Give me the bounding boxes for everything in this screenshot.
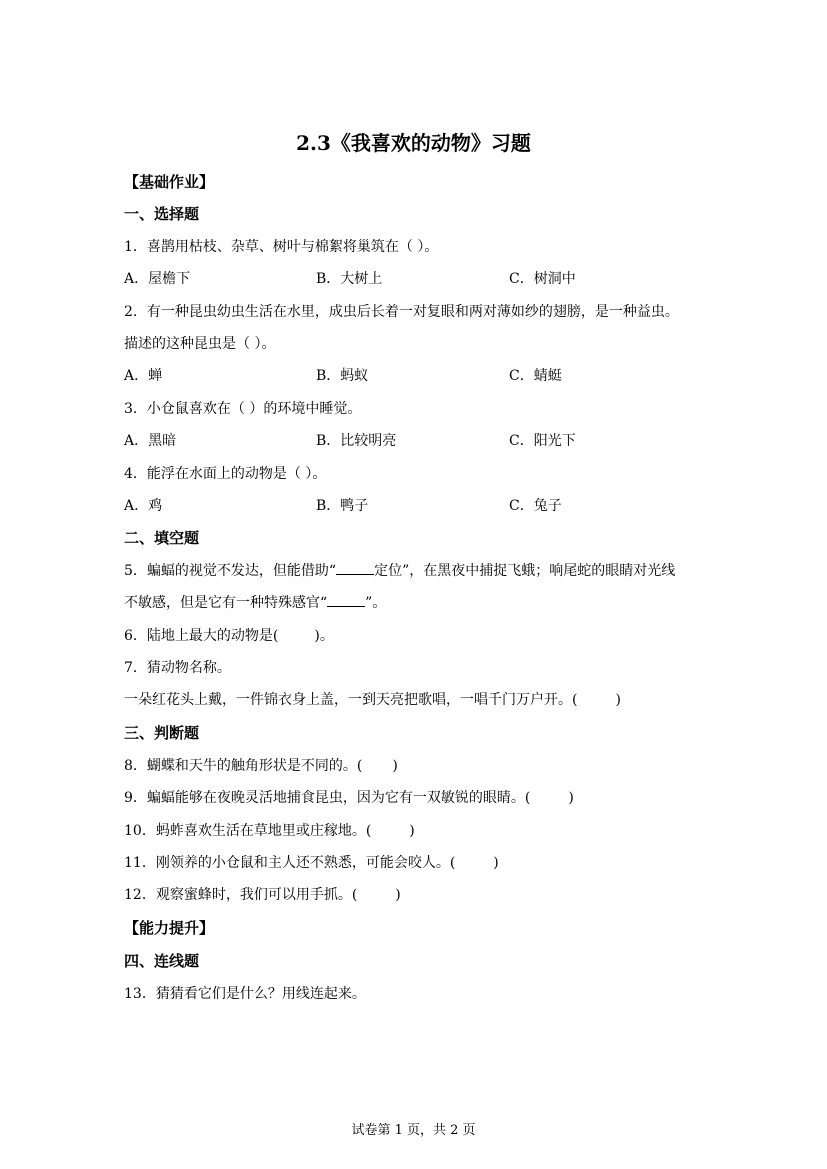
- q12-close: ): [395, 887, 401, 903]
- q2-option-a: A．蝉: [124, 368, 163, 384]
- q9-text: 9．蝙蝠能够在夜晚灵活地捕食昆虫，因为它有一双敏锐的眼睛。(: [124, 790, 531, 806]
- question-12: [124, 886, 401, 904]
- q3-option-a: A．黑暗: [124, 433, 177, 449]
- question-4: 4．能浮在水面上的动物是（ ）。: [124, 466, 327, 482]
- q11-text: 11．刚领养的小仓鼠和主人还不熟悉，可能会咬人。(: [124, 855, 456, 871]
- section-fill-blank: 二、填空题: [124, 529, 200, 547]
- q10-text: 10．蚂蚱喜欢生活在草地里或庄稼地。(: [124, 823, 372, 839]
- section-judge: 三、判断题: [124, 724, 200, 742]
- q8-close: ): [392, 758, 398, 774]
- question-10: [124, 822, 415, 840]
- question-2-line2: 描述的这种昆虫是（ ）。: [124, 336, 276, 352]
- question-6: [124, 627, 334, 645]
- q7-riddle-text: 一朵红花头上戴，一件锦衣身上盖，一到天亮把歌唱，一唱千门万户开。(: [124, 692, 578, 708]
- question-1: 1．喜鹊用枯枝、杂草、树叶与棉絮将巢筑在（ ）。: [124, 239, 439, 255]
- q1-option-b: B．大树上: [316, 271, 383, 287]
- question-2-line1: 2．有一种昆虫幼虫生活在水里，成虫后长着一对复眼和两对薄如纱的翅膀，是一种益虫。: [124, 304, 679, 320]
- q4-option-b: B．鸭子: [316, 498, 369, 514]
- q2-option-c: C．蜻蜓: [509, 368, 562, 384]
- q7-riddle-close: ): [615, 692, 621, 708]
- q6-text-a: 6．陆地上最大的动物是(: [124, 628, 279, 644]
- question-3: 3．小仓鼠喜欢在（ ）的环境中睡觉。: [124, 401, 362, 417]
- question-8: [124, 757, 398, 775]
- page-footer: 试卷第 1 页，共 2 页: [351, 1123, 476, 1138]
- question-7-riddle: [124, 691, 621, 709]
- question-5-line1: [124, 562, 675, 580]
- q4-option-a: A．鸡: [124, 498, 163, 514]
- q1-option-a: A．屋檐下: [124, 271, 191, 287]
- q5-text-c: 不敏感，但是它有一种特殊感官“: [124, 595, 328, 611]
- q2-option-b: B．蚂蚁: [316, 368, 369, 384]
- q5-text-d: ”。: [365, 595, 387, 611]
- q9-close: ): [568, 790, 574, 806]
- question-7: 7．猜动物名称。: [124, 660, 231, 676]
- section-matching: 四、连线题: [124, 952, 200, 970]
- q12-text: 12．观察蜜蜂时，我们可以用手抓。(: [124, 887, 358, 903]
- q1-option-c: C．树洞中: [509, 271, 576, 287]
- question-13: 13．猜猜看它们是什么？用线连起来。: [124, 986, 366, 1002]
- question-5-line2: [124, 594, 386, 612]
- q5-blank-1[interactable]: [336, 562, 374, 575]
- question-9: [124, 789, 574, 807]
- q5-text-a: 5．蝙蝠的视觉不发达，但能借助“: [124, 563, 337, 579]
- question-11: [124, 854, 499, 872]
- section-choice: 一、选择题: [124, 205, 200, 223]
- q5-blank-2[interactable]: [327, 594, 365, 607]
- q5-text-b: 定位”，在黑夜中捕捉飞蛾；响尾蛇的眼睛对光线: [374, 563, 676, 579]
- q6-text-b: )。: [314, 628, 334, 644]
- section-basic: 【基础作业】: [124, 173, 215, 191]
- section-advanced: 【能力提升】: [124, 919, 215, 937]
- page-title: 2.3《我喜欢的动物》习题: [296, 131, 531, 155]
- q11-close: ): [493, 855, 499, 871]
- q3-option-b: B．比较明亮: [316, 433, 397, 449]
- q8-text: 8．蝴蝶和天牛的触角形状是不同的。(: [124, 758, 363, 774]
- q4-option-c: C．兔子: [509, 498, 562, 514]
- q10-close: ): [409, 823, 415, 839]
- q3-option-c: C．阳光下: [509, 433, 576, 449]
